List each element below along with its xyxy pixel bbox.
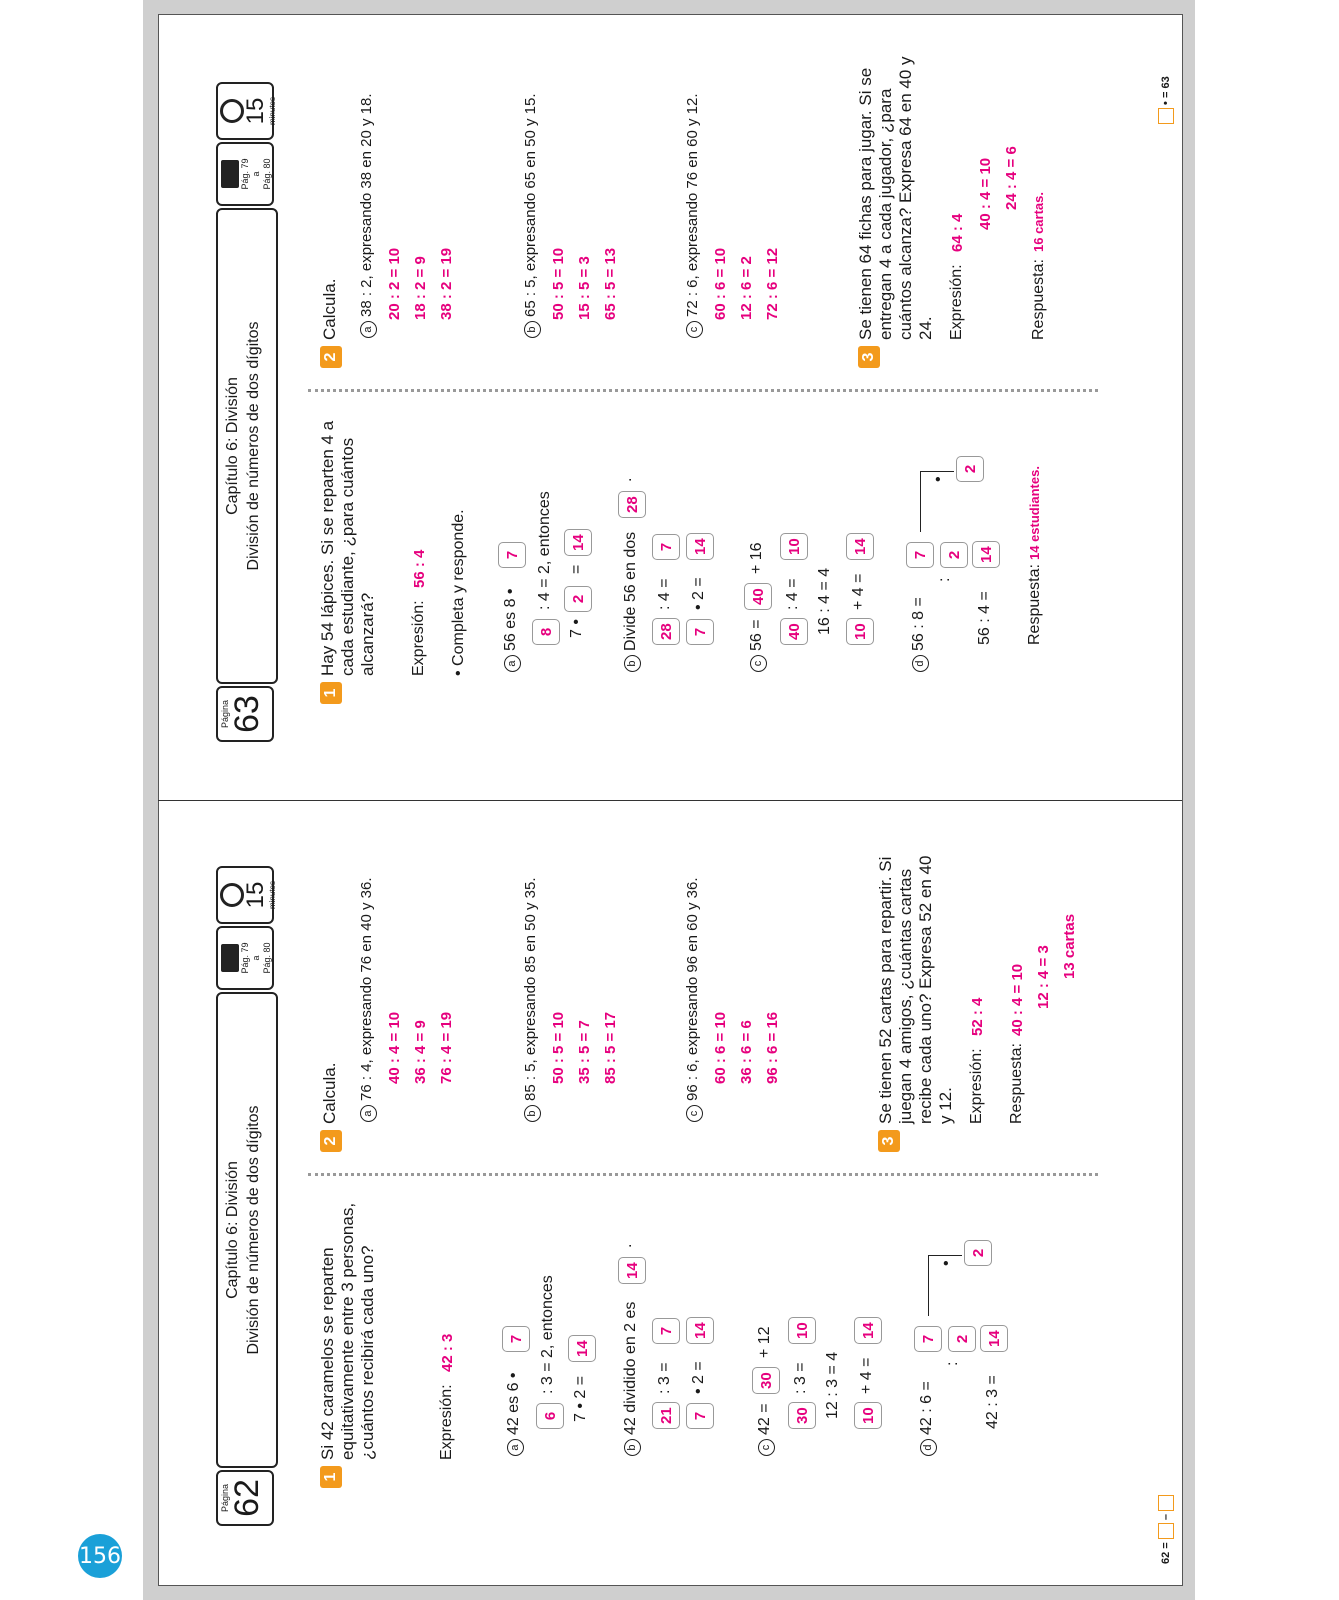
answer-box[interactable]: 7 — [914, 1326, 942, 1352]
answer-box[interactable]: 10 — [788, 1317, 816, 1344]
arrow-line — [928, 1256, 929, 1316]
question-1-text: Si 42 caramelos se reparten equitativamente entre 3 personas, ¿cuántos recibirá cada uno? — [318, 1202, 377, 1460]
question-3-text: Se tienen 52 cartas para repartir. Si juegan 4 amigos, ¿cuántas cartas recibe cada uno? Expresa 52 en 40 y 12. — [876, 855, 955, 1124]
answer-line: 50 : 5 = 10 — [550, 247, 567, 320]
response-label: Respuesta: — [1026, 564, 1043, 645]
answer-line: 36 : 6 = 6 — [738, 1020, 755, 1084]
answer-box[interactable]: 7 — [652, 534, 680, 560]
item-d-text-2: 42 : 3 = — [984, 1375, 1001, 1429]
answer-box[interactable]: 14 — [854, 1317, 882, 1344]
page-number-box: Página 63 — [216, 686, 274, 742]
item-d-text: d56 : 8 = — [910, 597, 929, 672]
textbook-ref: Pág. 79 a Pág. 80 — [216, 142, 274, 206]
answer-line: 72 : 6 = 12 — [764, 247, 781, 320]
answer-box[interactable]: 40 — [744, 583, 772, 610]
dot: • — [938, 1260, 955, 1266]
answer-box[interactable]: 10 — [854, 1402, 882, 1429]
answer-line: 36 : 4 = 9 — [412, 1020, 429, 1084]
page-62 — [158, 800, 1181, 1584]
arrow-line — [920, 471, 954, 472]
chapter-title: Capítulo 6: División — [224, 1161, 241, 1299]
answer-box[interactable]: 14 — [686, 1317, 714, 1344]
dot: • — [930, 476, 947, 482]
alarm-clock-icon — [220, 99, 244, 123]
arrow-line — [920, 472, 921, 532]
question-3-text: Se tienen 64 fichas para jugar. Si se entregan 4 a cada jugador, ¿para cuántos alcanza? Expresa 64 en 40 y 24. — [856, 56, 935, 340]
book-icon — [221, 944, 239, 972]
arrow-line — [928, 1255, 962, 1256]
item-c-text-4: 12 : 3 = 4 — [824, 1351, 841, 1419]
topic-title: División de números de dos dígitos — [245, 1105, 262, 1355]
answer-line: 20 : 2 = 10 — [386, 247, 403, 320]
answer-box[interactable]: 14 — [564, 529, 592, 556]
item-b-text-3: • 2 = — [690, 577, 707, 610]
answer-box[interactable]: 2 — [940, 542, 968, 568]
answer-line: 12 : 4 = 3 — [1035, 945, 1052, 1009]
answer-line: 50 : 5 = 10 — [550, 1011, 567, 1084]
answer-box[interactable]: 2 — [956, 456, 984, 482]
alarm-clock-icon — [220, 883, 244, 907]
answer-box[interactable]: 40 — [780, 618, 808, 645]
item-c-text-3: : 3 = — [792, 1362, 809, 1394]
answer-box[interactable]: 7 — [906, 542, 934, 568]
answer-box[interactable]: 7 — [652, 1318, 680, 1344]
equals: = — [568, 564, 585, 574]
item-a-text-3: 7 • — [568, 619, 585, 638]
answer-box[interactable]: 2 — [564, 586, 592, 612]
chapter-title-box — [216, 208, 278, 684]
answer-line: 40 : 4 = 10 — [977, 157, 994, 230]
answer-line: 85 : 5 = 17 — [602, 1011, 619, 1084]
answer-box[interactable]: 14 — [972, 541, 1000, 568]
item-a-text-2: : 4 = 2, entonces — [536, 491, 553, 610]
question-3-badge: 3 — [878, 1130, 900, 1152]
item-a-prompt: a38 : 2, expresando 38 en 20 y 18. — [358, 94, 377, 339]
expression-answer: 52 : 4 — [969, 997, 986, 1036]
question-1-badge: 1 — [320, 682, 342, 704]
answer-line: 96 : 6 = 16 — [764, 1011, 781, 1084]
answer-box[interactable]: 28 — [652, 618, 680, 645]
expression-answer: 64 : 4 — [949, 213, 966, 252]
item-c-text-5: + 4 = — [858, 1357, 875, 1394]
answer-box[interactable]: 14 — [568, 1335, 596, 1362]
answer-line: 35 : 5 = 7 — [576, 1020, 593, 1084]
answer-box[interactable]: 14 — [980, 1325, 1008, 1352]
item-b-prompt: b85 : 5, expresando 85 en 50 y 35. — [522, 878, 541, 1123]
item-c-text: c42 = — [756, 1403, 775, 1456]
colon: : — [944, 1361, 961, 1366]
answer-box[interactable]: 7 — [498, 542, 526, 568]
response-answer: 16 cartas. — [1031, 192, 1046, 252]
expression-label: Expresión: — [968, 1048, 985, 1124]
answer-box[interactable]: 14 — [846, 533, 874, 560]
answer-box[interactable]: 28 — [618, 491, 646, 518]
item-b-text-3: • 2 = — [690, 1361, 707, 1394]
textbook-ref: Pág. 79 a Pág. 80 — [216, 926, 274, 990]
topic-title: División de números de dos dígitos — [245, 321, 262, 571]
question-2-badge: 2 — [320, 1130, 342, 1152]
item-c-text-2: + 16 — [748, 542, 765, 574]
item-b-text: bDivide 56 en dos — [622, 532, 641, 672]
answer-line: 76 : 4 = 19 — [438, 1011, 455, 1084]
period: . — [618, 1243, 635, 1248]
period: . — [618, 477, 635, 482]
answer-box[interactable]: 10 — [780, 533, 808, 560]
item-c-prompt: c72 : 6, expresando 76 en 60 y 12. — [684, 94, 703, 339]
page-footer: • = 63 — [1158, 76, 1174, 124]
expression-label: Expresión: — [410, 600, 427, 676]
response-label: Respuesta: — [1030, 259, 1047, 340]
item-a-text-2: : 3 = 2, entonces — [539, 1275, 556, 1394]
question-1-text: Hay 54 lápices. Si se reparten 4 a cada estudiante, ¿para cuántos alcanzará? — [318, 420, 377, 676]
item-d-text-2: 56 : 4 = — [976, 591, 993, 645]
item-b-text: b42 dividido en 2 es — [622, 1302, 641, 1456]
item-b-text-2: : 4 = — [656, 578, 673, 610]
answer-line: 60 : 6 = 10 — [712, 1011, 729, 1084]
item-a-prompt: a76 : 4, expresando 76 en 40 y 36. — [358, 878, 377, 1123]
answer-box[interactable]: 2 — [964, 1240, 992, 1266]
answer-line: 40 : 4 = 10 — [1009, 963, 1026, 1036]
answer-box[interactable]: 2 — [948, 1326, 976, 1352]
answer-line: 18 : 2 = 9 — [412, 256, 429, 320]
answer-line: 40 : 4 = 10 — [386, 1011, 403, 1084]
answer-line: 38 : 2 = 19 — [438, 247, 455, 320]
answer-box[interactable]: 21 — [652, 1402, 680, 1429]
answer-box[interactable]: 7 — [502, 1326, 530, 1352]
instruction: • Completa y responde. — [450, 509, 467, 676]
answer-box[interactable]: 30 — [752, 1367, 780, 1394]
column-divider — [308, 389, 1098, 392]
answer-line: 12 : 6 = 2 — [738, 256, 755, 320]
colon: : — [936, 577, 953, 582]
item-c-text-4: 16 : 4 = 4 — [816, 567, 833, 635]
item-a-text: a56 es 8 • — [502, 588, 521, 672]
answer-box[interactable]: 7 — [686, 1403, 714, 1429]
answer-box[interactable]: 14 — [686, 533, 714, 560]
item-b-prompt: b65 : 5, expresando 65 en 50 y 15. — [522, 94, 541, 339]
item-d-text: d42 : 6 = — [918, 1381, 937, 1456]
item-c-text: c56 = — [748, 619, 767, 672]
time-box: 15 minutos — [216, 866, 274, 924]
answer-box[interactable]: 6 — [536, 1403, 564, 1429]
answer-line: 65 : 5 = 13 — [602, 247, 619, 320]
answer-box[interactable]: 14 — [618, 1257, 646, 1284]
answer-box[interactable]: 8 — [532, 619, 560, 645]
item-c-text-5: + 4 = — [850, 573, 867, 610]
chapter-title-box — [216, 992, 278, 1468]
spread-page-number: 156 — [78, 1534, 122, 1578]
item-b-text-2: : 3 = — [656, 1362, 673, 1394]
page-footer: 62 = – — [1158, 1495, 1174, 1564]
chapter-title: Capítulo 6: División — [224, 377, 241, 515]
answer-box[interactable]: 30 — [788, 1402, 816, 1429]
answer-line: 15 : 5 = 3 — [576, 256, 593, 320]
answer-box[interactable]: 7 — [686, 619, 714, 645]
question-2-title: Calcula. — [320, 1062, 339, 1124]
question-2-title: Calcula. — [320, 278, 339, 340]
answer-line: 60 : 6 = 10 — [712, 247, 729, 320]
time-box: 15 minutos — [216, 82, 274, 140]
item-a-text: a42 es 6 • — [505, 1372, 524, 1456]
expression-label: Expresión: — [438, 1384, 455, 1460]
page-number-box: Página 62 — [216, 1470, 274, 1526]
column-divider — [308, 1173, 1098, 1176]
page-63 — [158, 16, 1181, 800]
response-answer: 14 estudiantes. — [1027, 466, 1042, 560]
answer-box[interactable]: 10 — [846, 618, 874, 645]
response-label: Respuesta: — [1008, 1043, 1025, 1124]
item-a-text-3: 7 • 2 = — [572, 1375, 589, 1422]
book-icon — [221, 160, 239, 188]
item-c-prompt: c96 : 6, expresando 96 en 60 y 36. — [684, 878, 703, 1123]
answer-line: 13 cartas — [1061, 913, 1078, 979]
answer-line: 24 : 4 = 6 — [1003, 146, 1020, 210]
question-2-badge: 2 — [320, 346, 342, 368]
expression-answer: 42 : 3 — [439, 1333, 456, 1372]
item-c-text-2: + 12 — [756, 1326, 773, 1358]
item-c-text-3: : 4 = — [784, 578, 801, 610]
question-3-badge: 3 — [858, 346, 880, 368]
expression-answer: 56 : 4 — [411, 549, 428, 588]
expression-label: Expresión: — [948, 264, 965, 340]
question-1-badge: 1 — [320, 1466, 342, 1488]
